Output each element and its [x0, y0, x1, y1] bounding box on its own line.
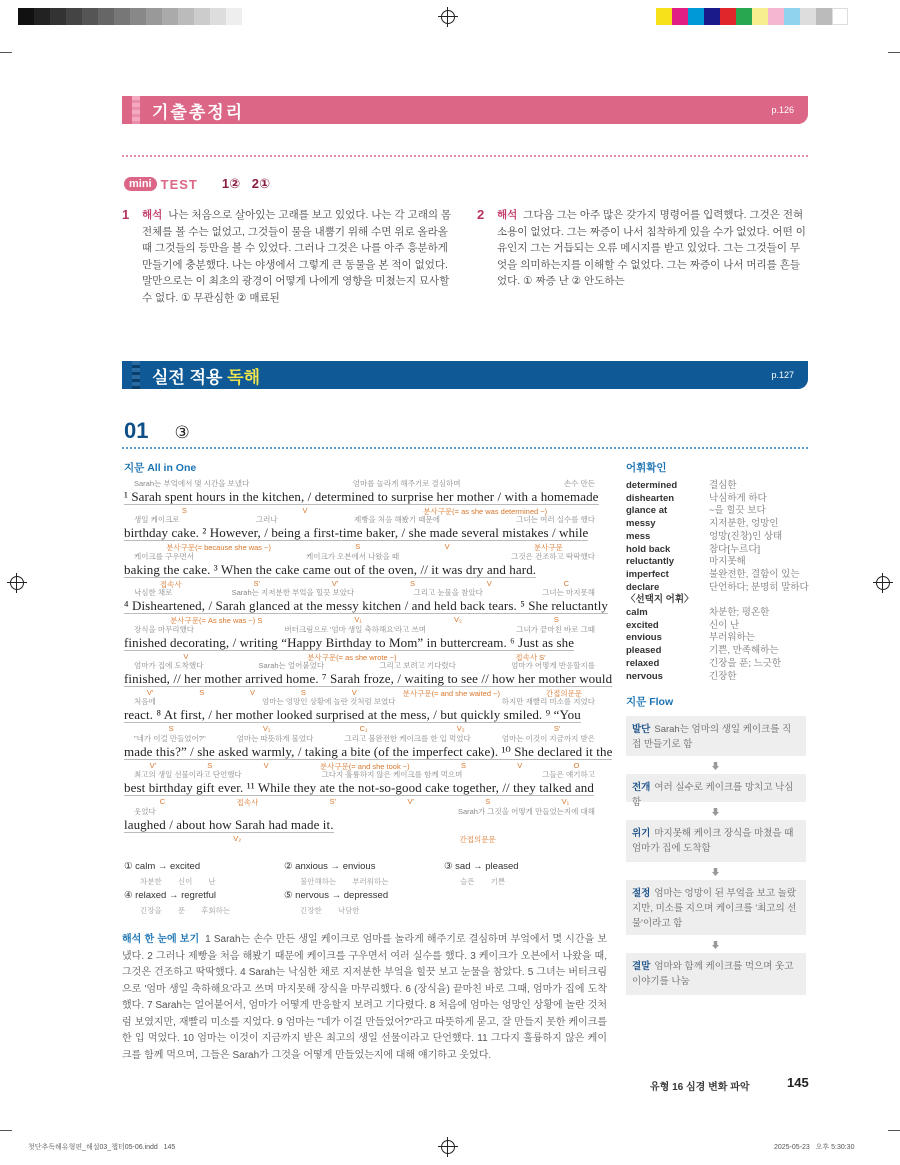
question-header	[124, 418, 190, 444]
summary-text: 1 Sarah는 손수 만든 생일 케이크로 엄마를 놀라게 해주기로 결심하며 부엌에서 몇 시간을 보냈다. 2 그러나 제빵을 처음 해봤기 때문에 케이크를 구우면서 여러 실수를 했다. 3 케이크가 오븐에서 나왔을 때, 그것은 건조하고 딱딱했다. 4 Sarah는 낙심한 채로 지저분한 부엌을 힐끗 보고 눈물을 참았다. 5 그녀는 버터크림으로 '엄마 생일 축하해요'라고 쓰며 마지못해 장식을 마무리했다. 6 (장식을) 끝마친 바로 그때, 엄마가 집에 도착했다. 7 Sarah는 얼어붙어서, 엄마가 어떻게 반응할지 보려고 기다렸다. 8 처음에 엄마는 엉망인 상황에 놀란 것처럼 보였지만, 재빨리 미소를 지었다. 9 엄마는 "네가 이걸 만들었어?"라고 따뜻하게 묻고, 잘 만들지 못한 케이크를 한 입 먹었다. 10 엄마는 이것이 지금까지 받은 최고의 생일 선물이라고 단언했다. 11 그다지 훌륭하지 않은 케이크를 함께 먹으며, 그들은 Sarah가 그것을 어떻게 만들었는지에 대해 얘기하고 웃었다.	[122, 934, 607, 1061]
passage-line	[124, 514, 605, 552]
flow-step: 전개 여러 실수로 케이크를 망치고 낙심함	[626, 774, 806, 802]
passage-line	[124, 696, 605, 734]
passage-heading: 지문 All in One	[124, 462, 197, 474]
english-sentence: finished, // her mother arrived home. ⁷ Sarah froze, / waiting to see // how her mother would	[124, 671, 613, 686]
passage-line	[124, 587, 609, 626]
vocab-item: nervous 긴장한	[626, 670, 737, 682]
section-banner-review	[122, 96, 808, 124]
registration-mark-icon	[876, 576, 890, 590]
page-number: 145	[787, 1075, 809, 1090]
question-number: 01	[124, 418, 149, 443]
answer-label: 해석	[142, 209, 163, 221]
option-1: ① calm → excited 차분한 신이 난	[124, 861, 216, 886]
banner-stripe	[132, 96, 140, 124]
vocab-item: messy 지저분한, 엉망인	[626, 518, 779, 530]
mini-test-answers: 1② 2①	[221, 176, 270, 191]
passage-line	[124, 478, 605, 516]
banner-stripe	[132, 361, 140, 389]
grammar-tags: S V 분사구문(= as she was determined ~)	[181, 506, 548, 516]
vocab-item: reluctantly 마지못해	[626, 556, 746, 568]
question-answer: ③	[174, 423, 190, 442]
passage-line	[124, 769, 605, 807]
passage-line	[124, 624, 605, 662]
passage-line	[124, 806, 605, 844]
grammar-tags: C 접속사 S′ V′ S V₁	[159, 797, 570, 808]
english-sentence: birthday cake. ² However, / being a first-time baker, / she made several mistakes / while	[124, 525, 589, 541]
english-sentence: best birthday gift ever. ¹¹ While they ate the not-so-good cake together, // they talked and	[124, 780, 595, 796]
banner-page-ref: p.126	[771, 105, 794, 115]
english-sentence: ⁴ Disheartened, / Sarah glanced at the messy kitchen / and held back tears. ⁵ She reluctantly	[124, 598, 609, 614]
crop-mark	[0, 1130, 12, 1131]
english-sentence: made this?” / she asked warmly, / taking a bite (of the imperfect cake). ¹⁰ She declared it the	[124, 743, 613, 759]
grammar-tags: 분사구문(= As she was ~) S V₁ V₂ S	[170, 615, 559, 626]
english-sentence: ¹ Sarah spent hours in the kitchen, / determined to surprise her mother / with a homemade	[124, 489, 599, 504]
option-4: ④ relaxed → regretful 긴장을 푼 후회하는	[124, 890, 231, 915]
korean-gloss: 낙심한 채로 Sarah는 지저분한 부엌을 힐끗 보았다 그리고 눈물을 참았다 그녀는 마지못해	[134, 588, 595, 598]
grammar-tags: 분사구문(= because she was ~) S V 분사구문	[166, 542, 563, 553]
flow-step: 발단 Sarah는 엄마의 생일 케이크를 직접 만들기로 함	[626, 716, 806, 756]
vocab-list	[626, 480, 809, 683]
grammar-tags: 접속사 S′ V′ S V C	[159, 578, 570, 589]
grammar-tags: V′ S V S V 분사구문(= and she waited ~) 간접의문문	[146, 688, 583, 698]
divider	[122, 447, 808, 449]
answer-number: 2	[477, 207, 485, 222]
banner-page-ref: p.127	[771, 370, 794, 380]
vocab-item: hold back 참다[누르다]	[626, 543, 761, 555]
answer-explanation-1	[122, 207, 457, 306]
registration-mark-icon	[441, 1140, 455, 1154]
grammar-tags: V₂ 간접의문문	[233, 833, 496, 844]
answer-explanation-2	[477, 207, 808, 290]
arrow-down-icon	[712, 868, 719, 876]
korean-gloss: 생일 케이크로 그러나 제빵을 처음 해봤기 때문에 그녀는 여러 실수를 했다	[134, 515, 595, 525]
vocab-item: declare 단언하다; 분명히 말하다	[626, 581, 809, 593]
english-sentence: finished decorating, / writing “Happy Birthday to Mom” in buttercream. ⁶ Just as she	[124, 634, 575, 650]
korean-gloss: 엄마가 집에 도착했다 Sarah는 얼어붙었다 그리고 보려고 기다렸다 엄마가 어떻게 반응할지를	[134, 661, 595, 670]
vocab-item: relaxed 긴장을 푼; 느긋한	[626, 657, 782, 669]
english-sentence: laughed / about how Sarah had made it.	[124, 816, 334, 832]
vocab-item: imperfect 불완전한, 결함이 있는	[626, 568, 800, 580]
gray-color-bar	[18, 8, 242, 25]
vocab-item: glance at ~을 힐끗 보다	[626, 505, 766, 517]
print-date: 2025-05-23 오후 5:30:30	[774, 1144, 855, 1151]
passage-line	[124, 733, 613, 771]
answer-text: 그다음 그는 아주 많은 갖가지 명령어를 입력했다. 그것은 전혀 소용이 없었다. 그는 짜증이 나서 침착하게 있을 수가 없었다. 어떤 이유인지 그는 거듭되는 오류 메시지를 받고 있었다. 그는 그것들이 무엇을 의미하는지를 이해할 수 없었다. 그는 짜증이 나서 머리를 흔들었다. ① 짜증 난 ② 안도하는	[497, 209, 806, 287]
grammar-tags: V 분사구문(= as she wrote ~) 접속사 S′	[183, 651, 546, 662]
answer-text: 나는 처음으로 살아있는 고래를 보고 있었다. 나는 각 고래의 몸 전체를 볼 수는 없었고, 그것들이 물을 내뿜기 위해 수면 위로 올라올 때 그것들의 등만을 볼 수 있었다. 그러나 그것은 나를 아주 흥분하게 만들기에 충분했다. 나는 야생에서 그렇게 큰 동물을 본 적이 없었다. 말만으로는 이 최초의 광경이 어떻게 나에게 영향을 미쳤는지 묘사할 수 없다. ① 무관심한 ② 매료된	[142, 209, 452, 304]
registration-mark-icon	[441, 10, 455, 24]
summary-heading: 해석 한 눈에 보기	[122, 934, 200, 945]
banner-title-highlight: 독해	[227, 367, 261, 387]
vocab-item: calm 차분한; 평온한	[626, 607, 770, 619]
korean-gloss: Sarah는 부엌에서 몇 시간을 보냈다 엄마를 놀라게 해주기로 결심하며 손수 만든	[134, 479, 595, 488]
english-sentence: baking the cake. ³ When the cake came out of the oven, // it was dry and hard.	[124, 561, 537, 577]
option-3: ③ sad → pleased 슬픈 기쁜	[444, 861, 519, 886]
grammar-tags: V′ S V 분사구문(= and she took ~) S V O	[149, 760, 580, 771]
flow-step: 위기 마지못해 케이크 장식을 마쳤을 때 엄마가 집에 도착함	[626, 820, 806, 862]
vocab-item: envious 부러워하는	[626, 632, 755, 644]
section-banner-reading	[122, 361, 808, 389]
flow-step: 결말 엄마와 함께 케이크를 먹으며 웃고 이야기를 나눔	[626, 953, 806, 995]
banner-title: 기출총정리	[152, 102, 245, 122]
passage-line	[124, 551, 605, 589]
divider	[122, 155, 808, 157]
korean-gloss: 웃었다 Sarah가 그것을 어떻게 만들었는지에 대해	[134, 806, 595, 816]
answer-label: 해석	[497, 209, 518, 221]
flow-heading: 지문 Flow	[626, 696, 674, 708]
vocab-item: excited 신이 난	[626, 619, 740, 631]
answer-number: 1	[122, 207, 130, 222]
flow-step: 절정 엄마는 엉망이 된 부엌을 보고 놀랐지만, 미소를 지으며 케이크를 '최고의 선물'이라고 함	[626, 880, 806, 935]
crop-mark	[0, 52, 12, 53]
english-sentence: react. ⁸ At first, / her mother looked surprised at the mess, / but quickly smiled. ⁹ “You	[124, 707, 581, 723]
arrow-down-icon	[712, 941, 719, 949]
cmyk-color-bar	[656, 8, 848, 25]
vocab-item: mess 엉망(진창)인 상태	[626, 530, 783, 542]
option-5: ⑤ nervous → depressed 긴장한 낙담한	[284, 890, 389, 915]
vocab-item: dishearten 낙심하게 하다	[626, 492, 767, 504]
korean-gloss: 처음에 엄마는 엉망인 상황에 놀란 것처럼 보였다 하지만 재빨리 미소를 지었다	[134, 697, 595, 707]
korean-gloss: 장식을 마무리했다 버터크림으로 '엄마 생일 축하해요'라고 쓰며 그녀가 끝마친 바로 그때	[134, 624, 595, 634]
arrow-down-icon	[712, 762, 719, 770]
translation-summary	[122, 932, 607, 1064]
passage-line	[124, 660, 613, 698]
arrow-down-icon	[712, 808, 719, 816]
mini-logo: mini	[124, 177, 157, 191]
korean-gloss: "네가 이걸 만들었어?" 엄마는 따뜻하게 물었다 그리고 불완전한 케이크를 한 입 먹었다 엄마는 이것이 지금까지 받은	[134, 733, 595, 743]
mini-test-header	[124, 176, 270, 192]
crop-mark	[888, 52, 900, 53]
test-label: TEST	[160, 176, 198, 192]
korean-gloss: 최고의 생일 선물이라고 단언했다 그다지 훌륭하지 않은 케이크를 함께 먹으며 그들은 얘기하고	[134, 770, 595, 780]
file-slug: 첫단추독해유형편_해설03_챕터05-06.indd 145	[28, 1144, 176, 1151]
vocab-item: pleased 기쁜, 만족해하는	[626, 645, 779, 657]
korean-gloss: 케이크를 구우면서 케이크가 오븐에서 나왔을 때 그것은 건조하고 딱딱했다	[134, 551, 595, 561]
vocab-item: determined 결심한	[626, 480, 737, 491]
option-2: ② anxious → envious 불안해하는 부러워하는	[284, 861, 389, 886]
chapter-footer: 유형 16 심경 변화 파악	[650, 1082, 750, 1093]
grammar-tags: S V₁ C₁ V₂ S′	[168, 724, 561, 734]
banner-title: 실전 적용	[152, 367, 223, 387]
vocab-heading: 어휘확인	[626, 462, 667, 474]
vocab-item: 〈선택지 어휘〉	[626, 594, 694, 606]
crop-mark	[888, 1130, 900, 1131]
registration-mark-icon	[10, 576, 24, 590]
